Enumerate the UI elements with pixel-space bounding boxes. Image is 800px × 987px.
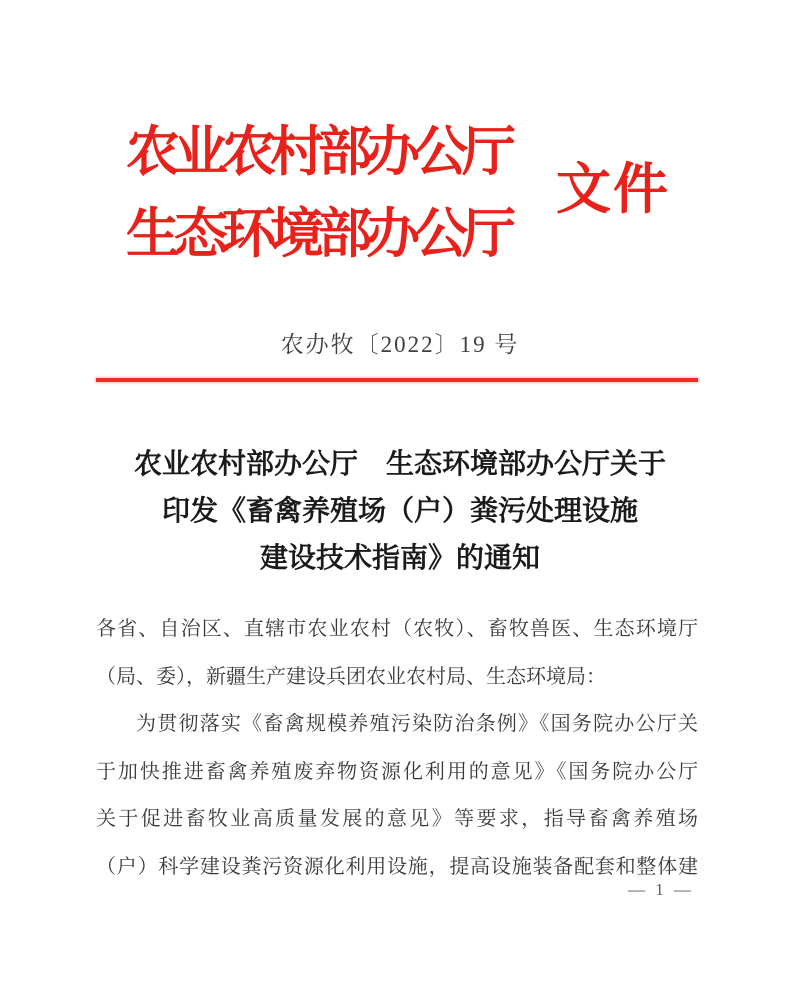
body-text-line: 各省、自治区、直辖市农业农村（农牧）、畜牧兽医、生态环境厅 (96, 618, 698, 640)
page-number: — 1 — (628, 880, 694, 899)
body-text-line: （局、委），新疆生产建设兵团农业农村局、生态环境局： (96, 665, 606, 688)
body-text-line: （户）科学建设粪污资源化利用设施，提高设施装备配套和整体建 (96, 855, 698, 878)
letterhead-document-word: 文件 (556, 159, 671, 220)
notice-title-line-2: 印发《畜禽养殖场（户）粪污处理设施 (161, 496, 638, 527)
red-separator-rule (96, 378, 698, 382)
issuer-line-2: 生态环境部办公厅 (126, 204, 510, 264)
notice-title-line-1: 农业农村部办公厅 生态环境部办公厅关于 (133, 449, 666, 480)
notice-title (0, 441, 800, 582)
issuer-line-1: 农业农村部办公厅 (126, 122, 510, 182)
document-number: 农办牧〔2022〕19 号 (280, 332, 520, 357)
notice-body (96, 606, 698, 892)
body-text-line: 关于促进畜牧业高质量发展的意见》等要求，指导畜禽养殖场 (96, 808, 698, 831)
body-text-line: 为贯彻落实《畜禽规模养殖污染防治条例》《国务院办公厅关 (136, 713, 698, 736)
notice-title-line-3: 建设技术指南》的通知 (259, 543, 540, 574)
body-text-line: 于加快推进畜禽养殖废弃物资源化利用的意见》《国务院办公厅 (96, 760, 698, 783)
